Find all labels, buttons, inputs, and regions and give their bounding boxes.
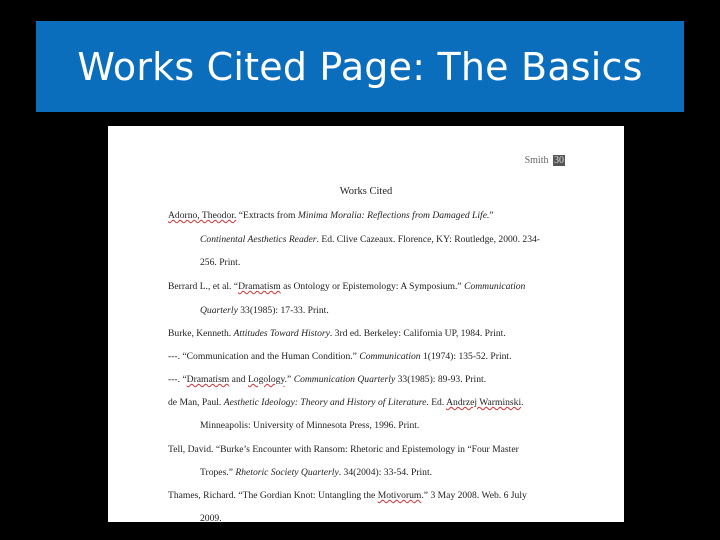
entry-title: Rhetoric Society Quarterly: [235, 467, 339, 478]
entry-text: de Man, Paul.: [168, 397, 224, 408]
entry-title: Communication: [359, 351, 421, 362]
citation-entry: [168, 397, 524, 409]
entry-title: Minima Moralia: Reflections from Damaged Life.: [297, 210, 490, 221]
entry-title: Quarterly: [200, 305, 238, 316]
citation-entry: [168, 328, 506, 340]
entry-text: ”: [489, 210, 494, 221]
entry-text: Dramatism: [186, 374, 230, 385]
entry-text: as Ontology or Epistemology: A Symposium.”: [280, 281, 465, 292]
entry-text: and: [229, 374, 248, 385]
citation-entry: [168, 490, 527, 502]
entry-text: Berrard L., et al. “: [168, 281, 239, 292]
entry-author: Adorno, Theodor.: [168, 210, 237, 221]
entry-text: Logology: [247, 374, 285, 385]
entry-text: .: [521, 397, 524, 408]
page-header: [525, 155, 565, 166]
entry-title: Aesthetic Ideology: Theory and History of Literature: [223, 397, 427, 408]
entry-text: Dramatism: [238, 281, 281, 292]
entry-text: . 34(2004): 33-54. Print.: [338, 467, 433, 478]
entry-text: ---. “Communication and the Human Condition.”: [168, 351, 360, 362]
entry-text: 2009.: [200, 513, 222, 522]
entry-text: ---. “: [168, 374, 187, 385]
entry-text: 1(1974): 135-52. Print.: [420, 351, 512, 362]
header-page-number: 30: [554, 155, 564, 166]
entry-text: 33(1985): 89-93. Print.: [395, 374, 487, 385]
entry-text: Minneapolis: University of Minnesota Press, 1996. Print.: [200, 420, 420, 431]
entry-text: .”: [284, 374, 294, 385]
entry-text: Burke, Kenneth.: [168, 328, 234, 339]
entry-title: Continental Aesthetics Reader: [200, 234, 317, 245]
entry-text: 33(1985): 17-33. Print.: [237, 305, 329, 316]
entry-text: Motivorum: [377, 490, 422, 501]
slide-title-banner: [36, 21, 684, 112]
entry-text: Tropes.”: [200, 467, 236, 478]
citation-entry: [168, 281, 525, 293]
entry-text: .” 3 May 2008. Web. 6 July: [421, 490, 527, 501]
entry-text: . Ed. Clive Cazeaux. Florence, KY: Routledge, 2000. 234-: [316, 234, 540, 245]
citation-entry: [168, 374, 486, 386]
entry-text: . Ed.: [426, 397, 447, 408]
entry-text: “Extracts from: [236, 210, 298, 221]
citation-entry: [168, 444, 519, 456]
entry-text: Tell, David. “Burke’s Encounter with Ransom: Rhetoric and Epistemology in “Four Master: [168, 444, 519, 455]
entry-text: Andrzej Warminski: [446, 397, 522, 408]
document-page-image: [108, 126, 624, 522]
entry-title: Communication: [464, 281, 526, 292]
slide-title: Works Cited Page: The Basics: [77, 44, 643, 89]
entry-title: Communication Quarterly: [293, 374, 396, 385]
entry-title: Attitudes Toward History: [233, 328, 330, 339]
entry-text: 256. Print.: [200, 257, 241, 268]
citation-entry: [168, 210, 494, 222]
citation-entry: [168, 351, 511, 363]
works-cited-heading: Works Cited: [339, 186, 393, 197]
entry-text: Thames, Richard. “The Gordian Knot: Untangling the: [168, 490, 378, 501]
header-name: Smith: [524, 155, 549, 166]
entry-text: . 3rd ed. Berkeley: California UP, 1984. Print.: [329, 328, 506, 339]
